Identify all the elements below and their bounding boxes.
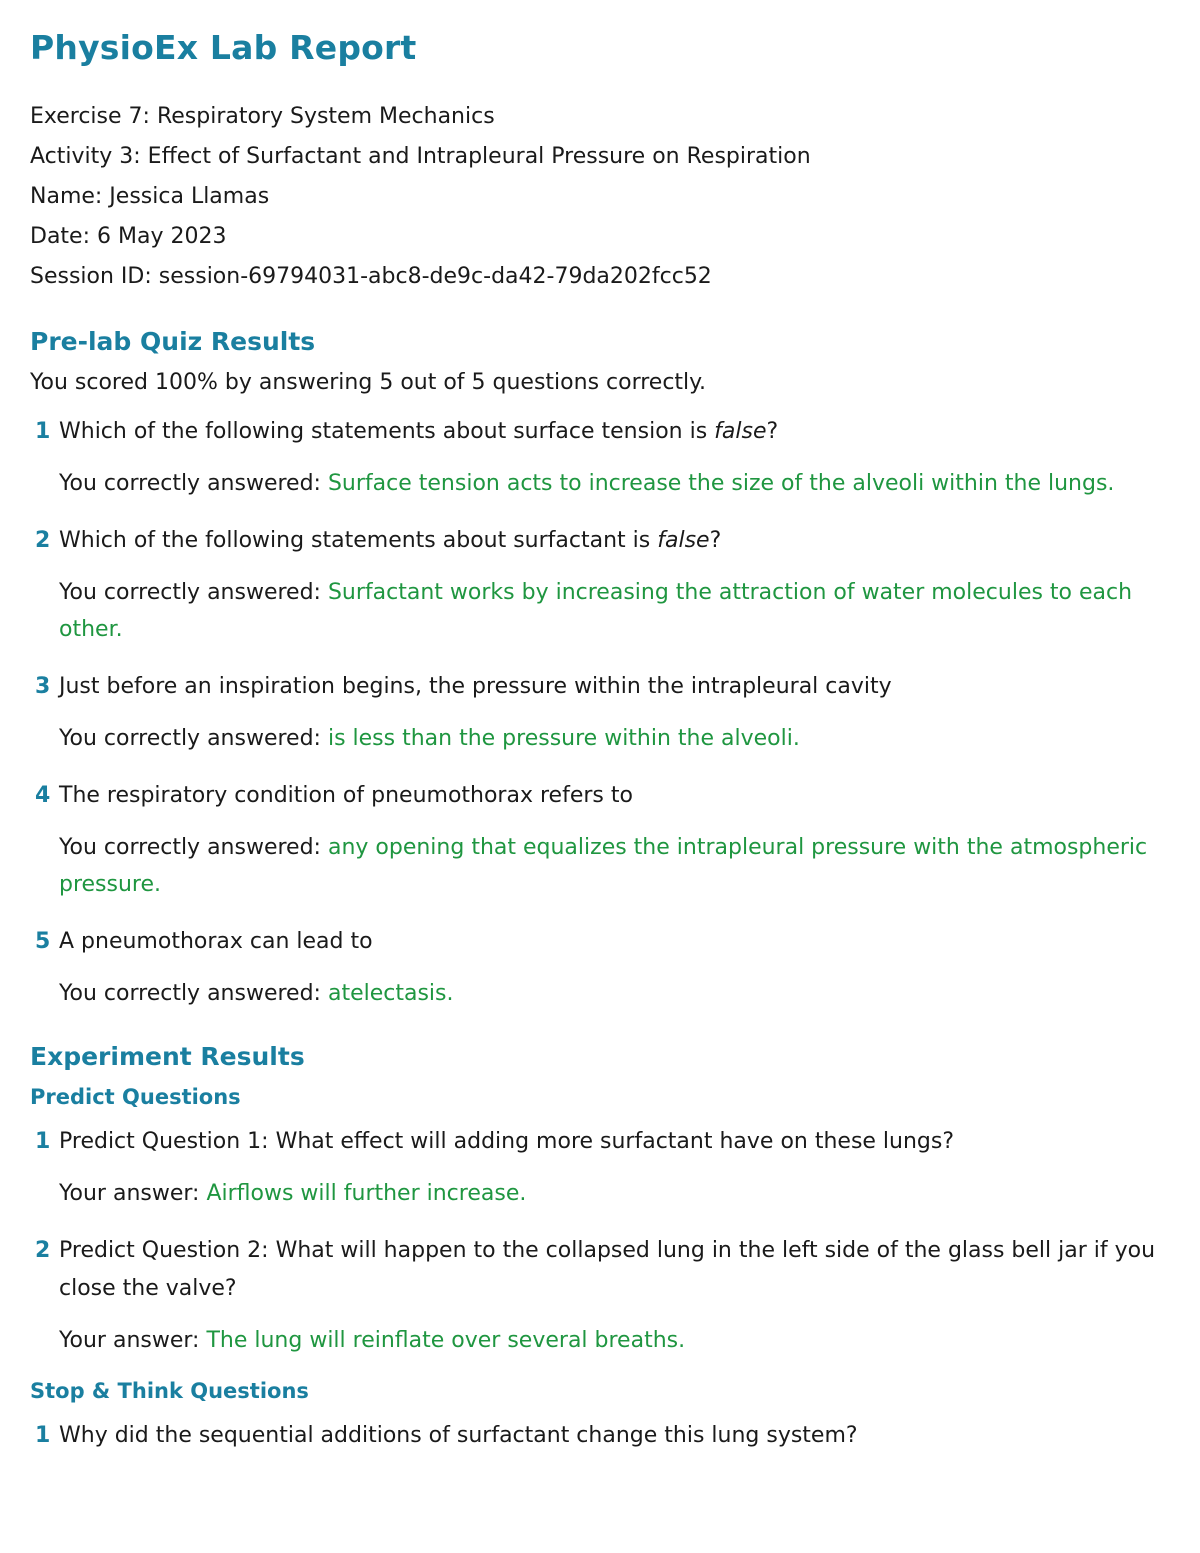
prelab-question [30, 777, 1160, 815]
report-title: PhysioEx Lab Report [30, 28, 417, 67]
prelab-answer [59, 829, 1160, 903]
prelab-question [30, 522, 1160, 560]
prelab-question-list [30, 413, 1160, 1012]
question-emphasis: false [657, 528, 710, 553]
answer-value: Airflows will further increase. [206, 1181, 527, 1206]
question-text: Why did the sequential additions of surfactant change this lung system? [59, 1423, 858, 1448]
experiment-heading: Experiment Results [30, 1042, 305, 1071]
prelab-question [30, 413, 1160, 451]
prelab-answer [59, 975, 1160, 1012]
prelab-question [30, 923, 1160, 961]
question-text-part: ? [766, 419, 779, 444]
question-text: The respiratory condition of pneumothorax refers to [59, 783, 633, 808]
answer-prefix: You correctly answered: [59, 981, 321, 1006]
question-number: 4 [35, 783, 51, 808]
question-text [59, 522, 1160, 560]
session-line: Session ID: session-69794031-abc8-de9c-da42-79da202fcc52 [30, 264, 712, 289]
prelab-answer [59, 574, 1160, 648]
prelab-answer [59, 465, 1160, 502]
activity-line: Activity 3: Effect of Surfactant and Intrapleural Pressure on Respiration [30, 144, 811, 169]
question-number: 1 [35, 1129, 51, 1154]
question-number: 2 [35, 528, 51, 553]
question-number: 2 [35, 1238, 51, 1263]
answer-prefix: You correctly answered: [59, 580, 321, 605]
answer-value: atelectasis. [327, 981, 454, 1006]
answer-value: Surface tension acts to increase the size of the alveoli within the lungs. [327, 471, 1115, 496]
question-number: 1 [35, 419, 51, 444]
question-text: Predict Question 2: What will happen to the collapsed lung in the left side of the glass bell jar if you close the valve? [59, 1238, 1156, 1301]
question-text-part: Which of the following statements about surface tension is [59, 419, 715, 444]
question-text: Just before an inspiration begins, the pressure within the intrapleural cavity [59, 674, 892, 699]
answer-value: any opening that equalizes the intrapleural pressure with the atmospheric pressure. [59, 835, 1148, 897]
question-number: 1 [35, 1423, 51, 1448]
answer-prefix: Your answer: [59, 1181, 200, 1206]
predict-answer [59, 1322, 1160, 1359]
question-text [59, 413, 1160, 451]
prelab-score: You scored 100% by answering 5 out of 5 questions correctly. [30, 370, 707, 395]
date-line: Date: 6 May 2023 [30, 224, 227, 249]
predict-answer [59, 1175, 1160, 1212]
name-line: Name: Jessica Llamas [30, 184, 270, 209]
prelab-question [30, 668, 1160, 706]
stop-think-heading: Stop & Think Questions [30, 1379, 309, 1403]
question-text: A pneumothorax can lead to [59, 929, 373, 954]
question-number: 5 [35, 929, 51, 954]
stop-think-question [30, 1417, 1160, 1455]
predict-heading: Predict Questions [30, 1085, 241, 1109]
question-emphasis: false [714, 419, 767, 444]
question-text-part: ? [709, 528, 722, 553]
predict-question [30, 1232, 1160, 1308]
stop-think-question-list [30, 1417, 1160, 1455]
question-text: Predict Question 1: What effect will adding more surfactant have on these lungs? [59, 1129, 955, 1154]
answer-value: Surfactant works by increasing the attraction of water molecules to each other. [59, 580, 1133, 642]
answer-prefix: Your answer: [59, 1328, 200, 1353]
answer-prefix: You correctly answered: [59, 726, 321, 751]
prelab-heading: Pre-lab Quiz Results [30, 327, 316, 356]
answer-prefix: You correctly answered: [59, 835, 321, 860]
prelab-answer [59, 720, 1160, 757]
predict-question-list [30, 1123, 1160, 1359]
predict-question [30, 1123, 1160, 1161]
answer-prefix: You correctly answered: [59, 471, 321, 496]
question-text-part: Which of the following statements about surfactant is [59, 528, 658, 553]
question-number: 3 [35, 674, 51, 699]
report-meta [30, 97, 1160, 297]
answer-value: The lung will reinflate over several breaths. [206, 1328, 686, 1353]
answer-value: is less than the pressure within the alveoli. [327, 726, 800, 751]
exercise-line: Exercise 7: Respiratory System Mechanics [30, 104, 495, 129]
